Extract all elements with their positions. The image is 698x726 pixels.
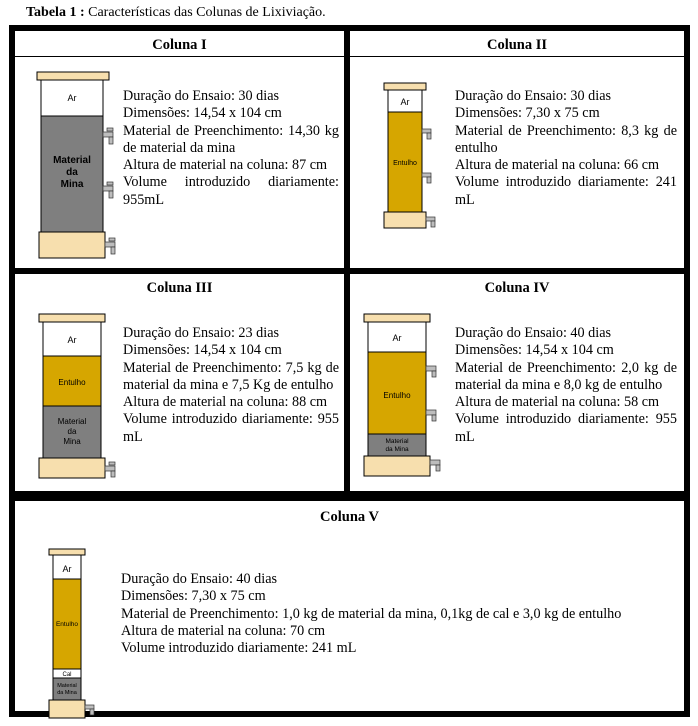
- cell-coluna-1: [15, 31, 344, 268]
- caption-label: Tabela 1 :: [26, 5, 85, 20]
- mina-word-1: Material: [57, 417, 87, 426]
- column-base: [39, 232, 105, 258]
- column-title: Coluna V: [320, 509, 379, 525]
- detail-altura: Altura de material na coluna: 87 cm: [123, 157, 328, 174]
- tap-icon: [85, 705, 94, 715]
- layer-label-ar: Ar: [67, 335, 77, 345]
- caption-text: Características das Colunas de Lixiviação.: [88, 5, 326, 20]
- layer-label-ar: Ar: [400, 97, 410, 107]
- column-diagram: [378, 79, 458, 239]
- column-cap: [364, 314, 430, 322]
- layer-label-cal: Cal: [62, 672, 72, 678]
- detail-material: Material de Preenchimento: 8,3 kg de entulho: [455, 122, 677, 156]
- tap-icon: [426, 366, 440, 471]
- mina-line-2: da Mina: [385, 446, 409, 453]
- layer-label-entulho: Entulho: [393, 160, 417, 167]
- column-cap: [49, 549, 85, 555]
- title-rule: [350, 56, 684, 57]
- detail-material: Material de Preenchimento: 7,5 kg de material da mina e 7,5 Kg de entulho: [123, 359, 339, 393]
- layer-material-mina: [53, 678, 81, 700]
- title-rule: [15, 56, 344, 57]
- column-base: [39, 458, 105, 478]
- detail-altura: Altura de material na coluna: 88 cm: [123, 394, 328, 411]
- column-details: [121, 571, 681, 657]
- detail-volume: Volume introduzido diariamente: 955 mL: [123, 411, 339, 445]
- mina-word-2: da: [66, 167, 78, 178]
- detail-dimensoes: Dimensões: 14,54 x 104 cm: [123, 105, 282, 122]
- tap-icon: [105, 462, 115, 477]
- detail-duracao: Duração do Ensaio: 40 dias: [455, 325, 612, 341]
- mina-word-2: da: [67, 427, 77, 436]
- cell-coluna-5: [15, 501, 684, 711]
- cell-coluna-4: [350, 274, 684, 491]
- column-details: [455, 325, 677, 446]
- column-title: Coluna III: [146, 280, 213, 296]
- detail-dimensoes: Dimensões: 7,30 x 75 cm: [121, 588, 266, 605]
- mina-word-3: Mina: [63, 437, 81, 446]
- detail-volume: Volume introduzido diariamente: 955 mL: [455, 411, 677, 445]
- column-cap: [39, 314, 105, 322]
- detail-volume: Volume introduzido diariamente: 955mL: [123, 174, 339, 208]
- column-base: [364, 456, 430, 476]
- column-details: [123, 325, 339, 446]
- detail-material: Material de Preenchimento: 14,30 kg de material da mina: [123, 122, 339, 156]
- detail-duracao: Duração do Ensaio: 40 dias: [121, 571, 278, 587]
- detail-altura: Altura de material na coluna: 70 cm: [121, 622, 326, 639]
- column-diagram: [29, 308, 129, 488]
- layer-label-entulho: Entulho: [383, 391, 411, 400]
- detail-duracao: Duração do Ensaio: 30 dias: [455, 88, 612, 104]
- column-base: [49, 700, 85, 718]
- detail-duracao: Duração do Ensaio: 30 dias: [123, 88, 280, 104]
- column-diagram: [356, 310, 456, 490]
- column-details: [123, 88, 339, 209]
- column-base: [384, 212, 426, 228]
- detail-altura: Altura de material na coluna: 58 cm: [455, 394, 660, 411]
- layer-label-entulho: Entulho: [55, 621, 79, 628]
- detail-volume: Volume introduzido diariamente: 241 mL: [455, 174, 677, 208]
- column-diagram: [43, 543, 123, 723]
- detail-dimensoes: Dimensões: 14,54 x 104 cm: [455, 342, 614, 359]
- table-frame: [9, 25, 690, 717]
- layer-label-ar: Ar: [67, 93, 77, 103]
- column-title: Coluna II: [486, 37, 548, 53]
- mina-line-1: Material: [385, 438, 409, 445]
- layer-label-mina: [57, 683, 78, 696]
- table-caption: [26, 5, 326, 21]
- detail-material: Material de Preenchimento: 1,0 kg de material da mina, 0,1kg de cal e 3,0 kg de entulho: [121, 605, 622, 622]
- mina-line-1: Material: [57, 683, 77, 689]
- layer-label-mina: [385, 438, 409, 453]
- column-cap: [37, 72, 109, 80]
- column-title: Coluna IV: [484, 280, 550, 296]
- column-cap: [384, 83, 426, 90]
- detail-dimensoes: Dimensões: 7,30 x 75 cm: [455, 105, 600, 122]
- layer-label-ar: Ar: [392, 333, 402, 343]
- mina-word-3: Mina: [60, 179, 84, 190]
- detail-volume: Volume introduzido diariamente: 241 mL: [121, 640, 357, 657]
- detail-material: Material de Preenchimento: 2,0 kg de material da mina e 8,0 kg de entulho: [455, 359, 677, 393]
- cell-coluna-2: [350, 31, 684, 268]
- cell-coluna-3: [15, 274, 344, 491]
- mina-line-2: da Mina: [57, 690, 77, 696]
- layer-label-entulho: Entulho: [58, 378, 86, 387]
- layer-label-ar: Ar: [62, 564, 72, 574]
- detail-duracao: Duração do Ensaio: 23 dias: [123, 325, 280, 341]
- detail-altura: Altura de material na coluna: 66 cm: [455, 157, 660, 174]
- column-details: [455, 88, 677, 209]
- detail-dimensoes: Dimensões: 14,54 x 104 cm: [123, 342, 282, 359]
- column-diagram: [29, 65, 129, 265]
- column-title: Coluna I: [152, 37, 207, 53]
- mina-word-1: Material: [53, 155, 91, 166]
